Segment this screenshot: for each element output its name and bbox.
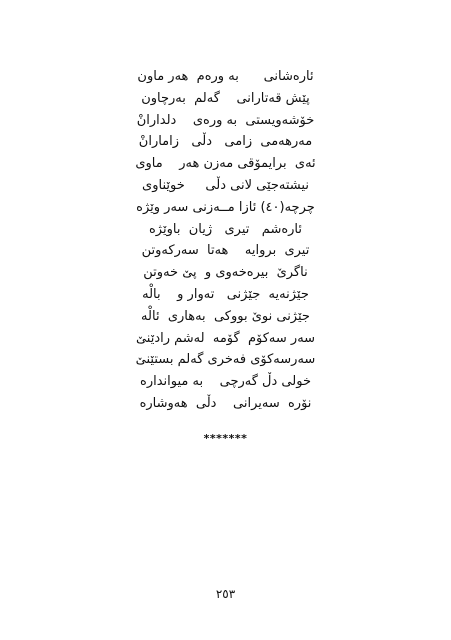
poem-line-7: چرچە(٤٠) ئازا مــەزنی سەر وێژە (136, 199, 315, 215)
poem-line-16: نۆرە سەیرانی دڵی هەوشارە (139, 395, 312, 411)
poem-line-9: تیری بروایە هەتا سەرکەوتن (141, 243, 310, 259)
poem-line-10: ناگرێ بیرەخەوی و پێ خەوتن (143, 265, 308, 281)
poem-line-14: سەرسەکۆی فەخری گەلم بستێنێ (135, 352, 316, 368)
poem-line-3: خۆشەویستی بە ورەی دلدارانْ (136, 112, 315, 128)
poem-line-5: ئەی برایمۆقی مەزن هەر ماوی (135, 156, 316, 172)
poem-line-11: جێژنەیە جێژنی تەوار و بالْە (142, 286, 309, 302)
poem-line-2: پێش قەتارانی گەلم بەرچاون (141, 90, 310, 106)
section-separator: ******* (203, 432, 248, 445)
poem-line-6: نیشتەجێی لانی دڵی خوێناوی (142, 177, 309, 193)
poem-line-4: مەرهەمی زامی دڵی زامارانْ (138, 134, 313, 150)
poem-line-15: خولی دڵ گەرچی بە میواندارە (140, 374, 311, 390)
poem-line-8: ئارەشم تیری ژیان باوێژە (148, 221, 303, 237)
poem-line-1: ئارەشانی بە ورەم هەر ماون (137, 69, 314, 84)
poem-line-13: سەر سەکۆم گۆمە لەشم رادێنێ (135, 330, 316, 346)
poem-block (60, 66, 391, 415)
page-number: ٢٥٣ (215, 587, 236, 601)
poem-line-12: جێژنی نوێ بووکی بەهاری ئالْە (141, 308, 310, 324)
